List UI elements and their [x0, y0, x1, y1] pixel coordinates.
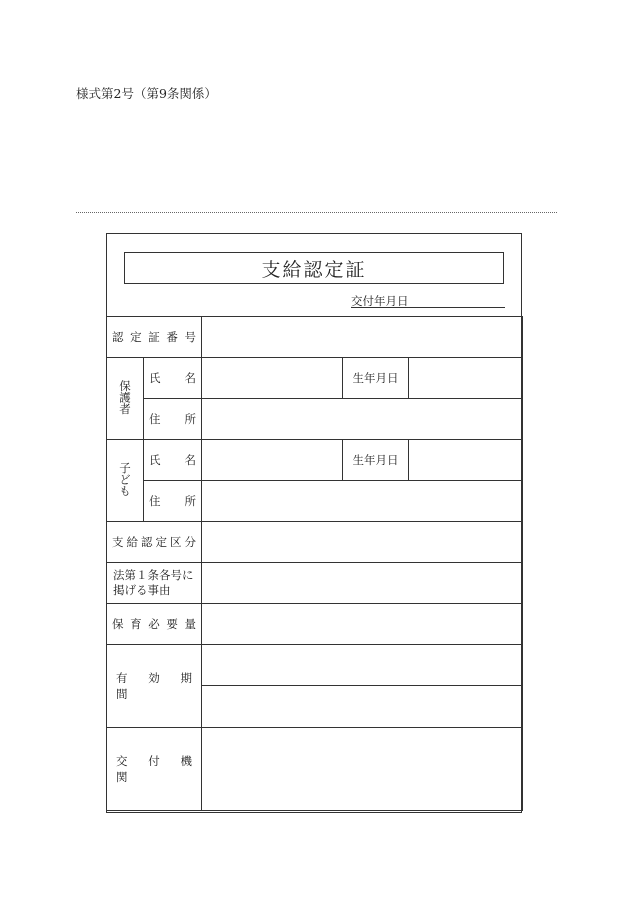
guardian-name-label: 氏 名 [144, 358, 202, 399]
guardian-address-field[interactable] [202, 399, 523, 440]
reason-label-line2: 掲げる事由 [113, 583, 171, 597]
guardian-address-label: 住 所 [144, 399, 202, 440]
child-group-label [107, 440, 144, 522]
row-cert-number [107, 317, 523, 358]
child-birthdate-label: 生年月日 [343, 440, 409, 481]
issue-date-label: 交付年月日 [351, 293, 505, 308]
reason-field[interactable] [202, 563, 523, 604]
row-guardian-address [107, 399, 523, 440]
category-field[interactable] [202, 522, 523, 563]
cert-number-label: 認 定 証 番 号 [107, 317, 202, 358]
valid-period-field [202, 645, 523, 728]
child-birthdate-field[interactable] [409, 440, 523, 481]
category-label: 支給認定区分 [107, 522, 202, 563]
guardian-birthdate-label: 生年月日 [343, 358, 409, 399]
child-address-label: 住 所 [144, 481, 202, 522]
valid-period-label: 有 効 期 間 [107, 645, 202, 728]
guardian-group-text: 保護者 [118, 379, 132, 415]
child-name-field[interactable] [202, 440, 343, 481]
row-valid-period [107, 645, 523, 728]
row-reason [107, 563, 523, 604]
cert-number-field[interactable] [202, 317, 523, 358]
guardian-birthdate-field[interactable] [409, 358, 523, 399]
child-address-field[interactable] [202, 481, 523, 522]
row-care-amount [107, 604, 523, 645]
row-issuing-agency [107, 728, 523, 811]
dotted-separator [76, 212, 557, 213]
form-title: 支給認定証 [124, 252, 504, 284]
guardian-group-label [107, 358, 144, 440]
valid-period-to-field[interactable] [202, 686, 522, 727]
care-amount-label: 保 育 必 要 量 [107, 604, 202, 645]
guardian-name-field[interactable] [202, 358, 343, 399]
valid-period-from-field[interactable] [202, 645, 522, 686]
issuing-agency-label: 交 付 機 関 [107, 728, 202, 811]
issuing-agency-field[interactable] [202, 728, 523, 811]
row-child-address [107, 481, 523, 522]
row-guardian-name [107, 358, 523, 399]
reason-label-line1: 法第１条各号に [113, 568, 194, 582]
certificate-form [106, 233, 522, 813]
row-child-name [107, 440, 523, 481]
form-number-label: 様式第2号（第9条関係） [76, 86, 217, 101]
reason-label [107, 563, 202, 604]
row-category [107, 522, 523, 563]
child-name-label: 氏 名 [144, 440, 202, 481]
child-group-text: 子ども [118, 461, 132, 497]
care-amount-field[interactable] [202, 604, 523, 645]
form-table [106, 316, 523, 811]
